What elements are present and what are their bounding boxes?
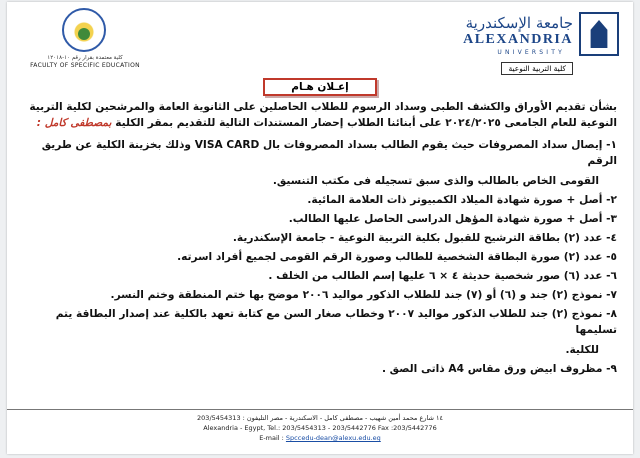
footer-email-label: E-mail : [259,434,286,442]
list-item [23,287,617,303]
list-item-text: ٧- نموذج (٢) جند و (٦) أو (٧) جند للطلاب الذكور مواليد ٢٠٠٦ موضح بها ختم المنطقة وختم النسر. [110,289,617,301]
university-word: UNIVERSITY [497,49,565,56]
footer-address-english: Alexandria - Egypt, Tel.: 203/5454313 - 203/5442776 Fax :203/5442776 [203,424,437,432]
list-item [23,361,617,377]
university-logo-block [449,12,619,74]
list-item-continuation: القومى الخاص بالطالب والذى سبق تسجيله فى مكتب التنسيق. [272,175,599,187]
list-item-text: ٢- أصل + صورة شهادة الميلاد الكمبيوتر ذات العلامة المائية. [307,194,617,206]
footer-email-line [7,434,633,442]
faculty-logo-block [25,8,145,69]
list-item [23,230,617,246]
list-item [23,268,617,284]
list-item-continuation: للكلية. [565,344,599,356]
list-item-text: ١- إيصال سداد المصروفات حيث يقوم الطالب بسداد المصروفات بال VISA CARD وذلك بخزينة الكلية عن طريق الرقم [41,139,617,167]
footer-email-link[interactable]: Spccedu-dean@alexu.edu.eg [285,434,381,442]
list-item-text: ٩- مظروف ابيض ورق مقاس A4 ذاتى الصق . [381,363,617,375]
university-name-english: ALEXANDRIA [463,32,573,47]
letterhead [7,2,633,82]
list-item [23,137,617,189]
footer [7,409,633,450]
list-item-text: ٥- عدد (٢) صورة البطاقة الشخصية للطالب وصورة الرقم القومى لجميع أفراد اسرته. [177,251,617,263]
footer-address-arabic: ١٤ شارع محمد أمين شهيب - مصطفى كامل - الاسكندرية - مصر التليفون : 203/5454313 [197,414,443,422]
announcement-title: إعـلان هـام [263,78,377,96]
list-item [23,192,617,208]
faculty-name-english: FACULTY OF SPECIFIC EDUCATION [30,62,140,69]
university-name-arabic: جامعة الإسكندرية [465,14,573,32]
document-list [23,137,617,377]
list-item [23,211,617,227]
list-item-text: ٨- نموذج (٢) جند للطلاب الذكور مواليد ٢٠٠٧ وخطاب صغار السن مع كتابة تعهد بالكلية عند إصدار البطاقة يتم تسليمها [55,308,617,336]
document-page [7,2,633,454]
list-item-text: ٤- عدد (٢) بطاقة الترشيح للقبول بكلية التربية النوعية - جامعة الإسكندرية. [232,232,617,244]
intro-paragraph [23,99,617,131]
faculty-name-box: كلية التربية النوعية [501,62,573,75]
university-seal-icon [579,12,619,56]
list-item-text: ٣- أصل + صورة شهادة المؤهل الدراسى الحاصل عليها الطالب. [288,213,617,225]
intro-highlight: بمصطفى كامل : [36,117,112,129]
list-item [23,249,617,265]
intro-text: بشأن تقديم الأوراق والكشف الطبى وسداد الرسوم للطلاب الحاصلين على الثانوية العامة والمرشحين لكلية التربية النوعية للعام الجامعى ٢٠٢٤/٢٠٢٥ على أبنائنا الطلاب إحضار المستندات التالية للتقديم بمقر الكلية [29,101,617,129]
faculty-accreditation-text: كلية معتمدة بقرار رقم ١٠-١٢٠١٨ [47,55,123,61]
list-item [23,306,617,358]
announcement-body [23,99,617,377]
faculty-emblem-icon [54,8,116,54]
list-item-text: ٦- عدد (٦) صور شخصية حديثة ٤ × ٦ عليها إسم الطالب من الخلف . [268,270,617,282]
